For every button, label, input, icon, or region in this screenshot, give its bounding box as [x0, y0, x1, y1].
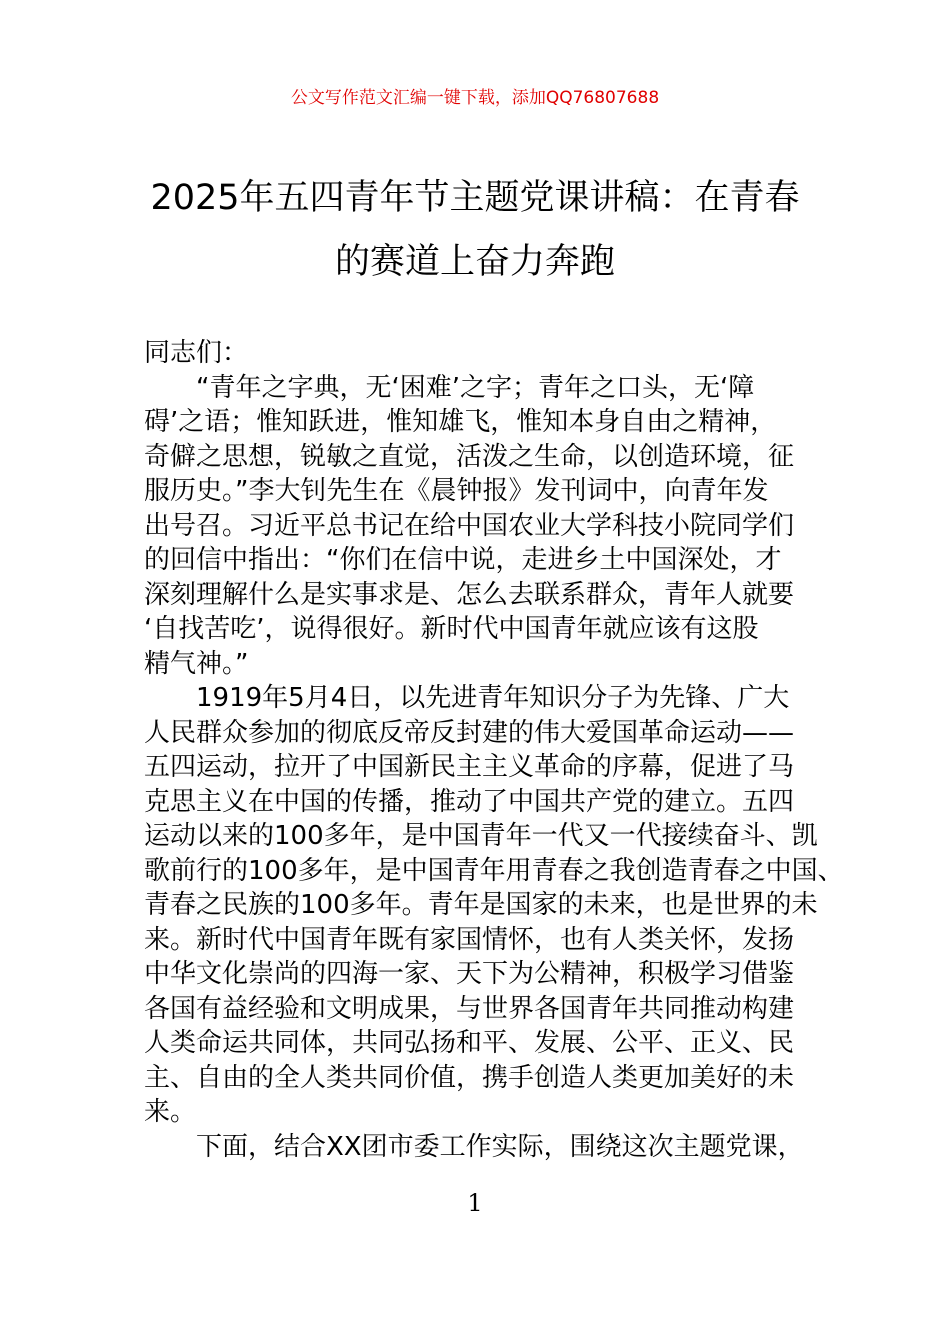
- paragraph-line: 来。: [144, 1097, 197, 1127]
- paragraph-line: 中华文化崇尚的四海一家、天下为公精神，积极学习借鉴: [144, 959, 795, 989]
- paragraph-line: “青年之字典，无‘困难’之字；青年之口头，无‘障: [196, 372, 755, 403]
- paragraph-line: 奇僻之思想，锐敏之直觉，活泼之生命，以创造环境，征: [144, 441, 795, 472]
- paragraph-line: 出号召。习近平总书记在给中国农业大学科技小院同学们: [144, 510, 795, 541]
- paragraph-line: 人类命运共同体，共同弘扬和平、发展、公平、正义、民: [144, 1028, 795, 1058]
- paragraph-line: 精气神。”: [144, 648, 249, 679]
- paragraph-line: 服历史。”李大钊先生在《晨钟报》发刊词中，向青年发: [144, 476, 769, 506]
- paragraph-line: 碍’之语；惟知跃进，惟知雄飞，惟知本身自由之精神，: [144, 407, 777, 437]
- paragraph-line: 歌前行的100多年，是中国青年用青春之我创造青春之中国、: [144, 855, 844, 886]
- paragraph-line: 来。新时代中国青年既有家国情怀，也有人类关怀，发扬: [144, 924, 795, 955]
- paragraph-line: 各国有益经验和文明成果，与世界各国青年共同推动构建: [144, 993, 795, 1024]
- paragraph-line: 青春之民族的100多年。青年是国家的未来，也是世界的未: [144, 890, 818, 920]
- paragraph-line: 下面，结合XX团市委工作实际，围绕这次主题党课，: [196, 1131, 804, 1162]
- download-watermark: 公文写作范文汇编一键下载，添加QQ76807688: [290, 88, 660, 108]
- paragraph-line: 1919年5月4日，以先进青年知识分子为先锋、广大: [196, 683, 790, 713]
- salutation: 同志们：: [144, 338, 249, 368]
- paragraph-line: 主、自由的全人类共同价值，携手创造人类更加美好的未: [144, 1062, 795, 1093]
- paragraph-line: 运动以来的100多年，是中国青年一代又一代接续奋斗、凯: [144, 821, 818, 851]
- document-body: [144, 336, 844, 1164]
- title-line: 2025年五四青年节主题党课讲稿：在青春: [150, 178, 800, 218]
- paragraph-line: 人民群众参加的彻底反帝反封建的伟大爱国革命运动——: [144, 717, 795, 748]
- page-number: 1: [467, 1189, 483, 1217]
- title-line: 的赛道上奋力奔跑: [334, 242, 615, 282]
- paragraph-line: 深刻理解什么是实事求是、怎么去联系群众，青年人就要: [144, 579, 795, 610]
- paragraph-line: ‘自找苦吃’，说得很好。新时代中国青年就应该有这股: [144, 614, 759, 644]
- paragraph-line: 的回信中指出：“你们在信中说，走进乡土中国深处，才: [144, 545, 782, 575]
- paragraph-line: 克思主义在中国的传播，推动了中国共产党的建立。五四: [144, 786, 795, 817]
- paragraph-line: 五四运动，拉开了中国新民主主义革命的序幕，促进了马: [144, 752, 795, 782]
- document-title: [130, 166, 820, 294]
